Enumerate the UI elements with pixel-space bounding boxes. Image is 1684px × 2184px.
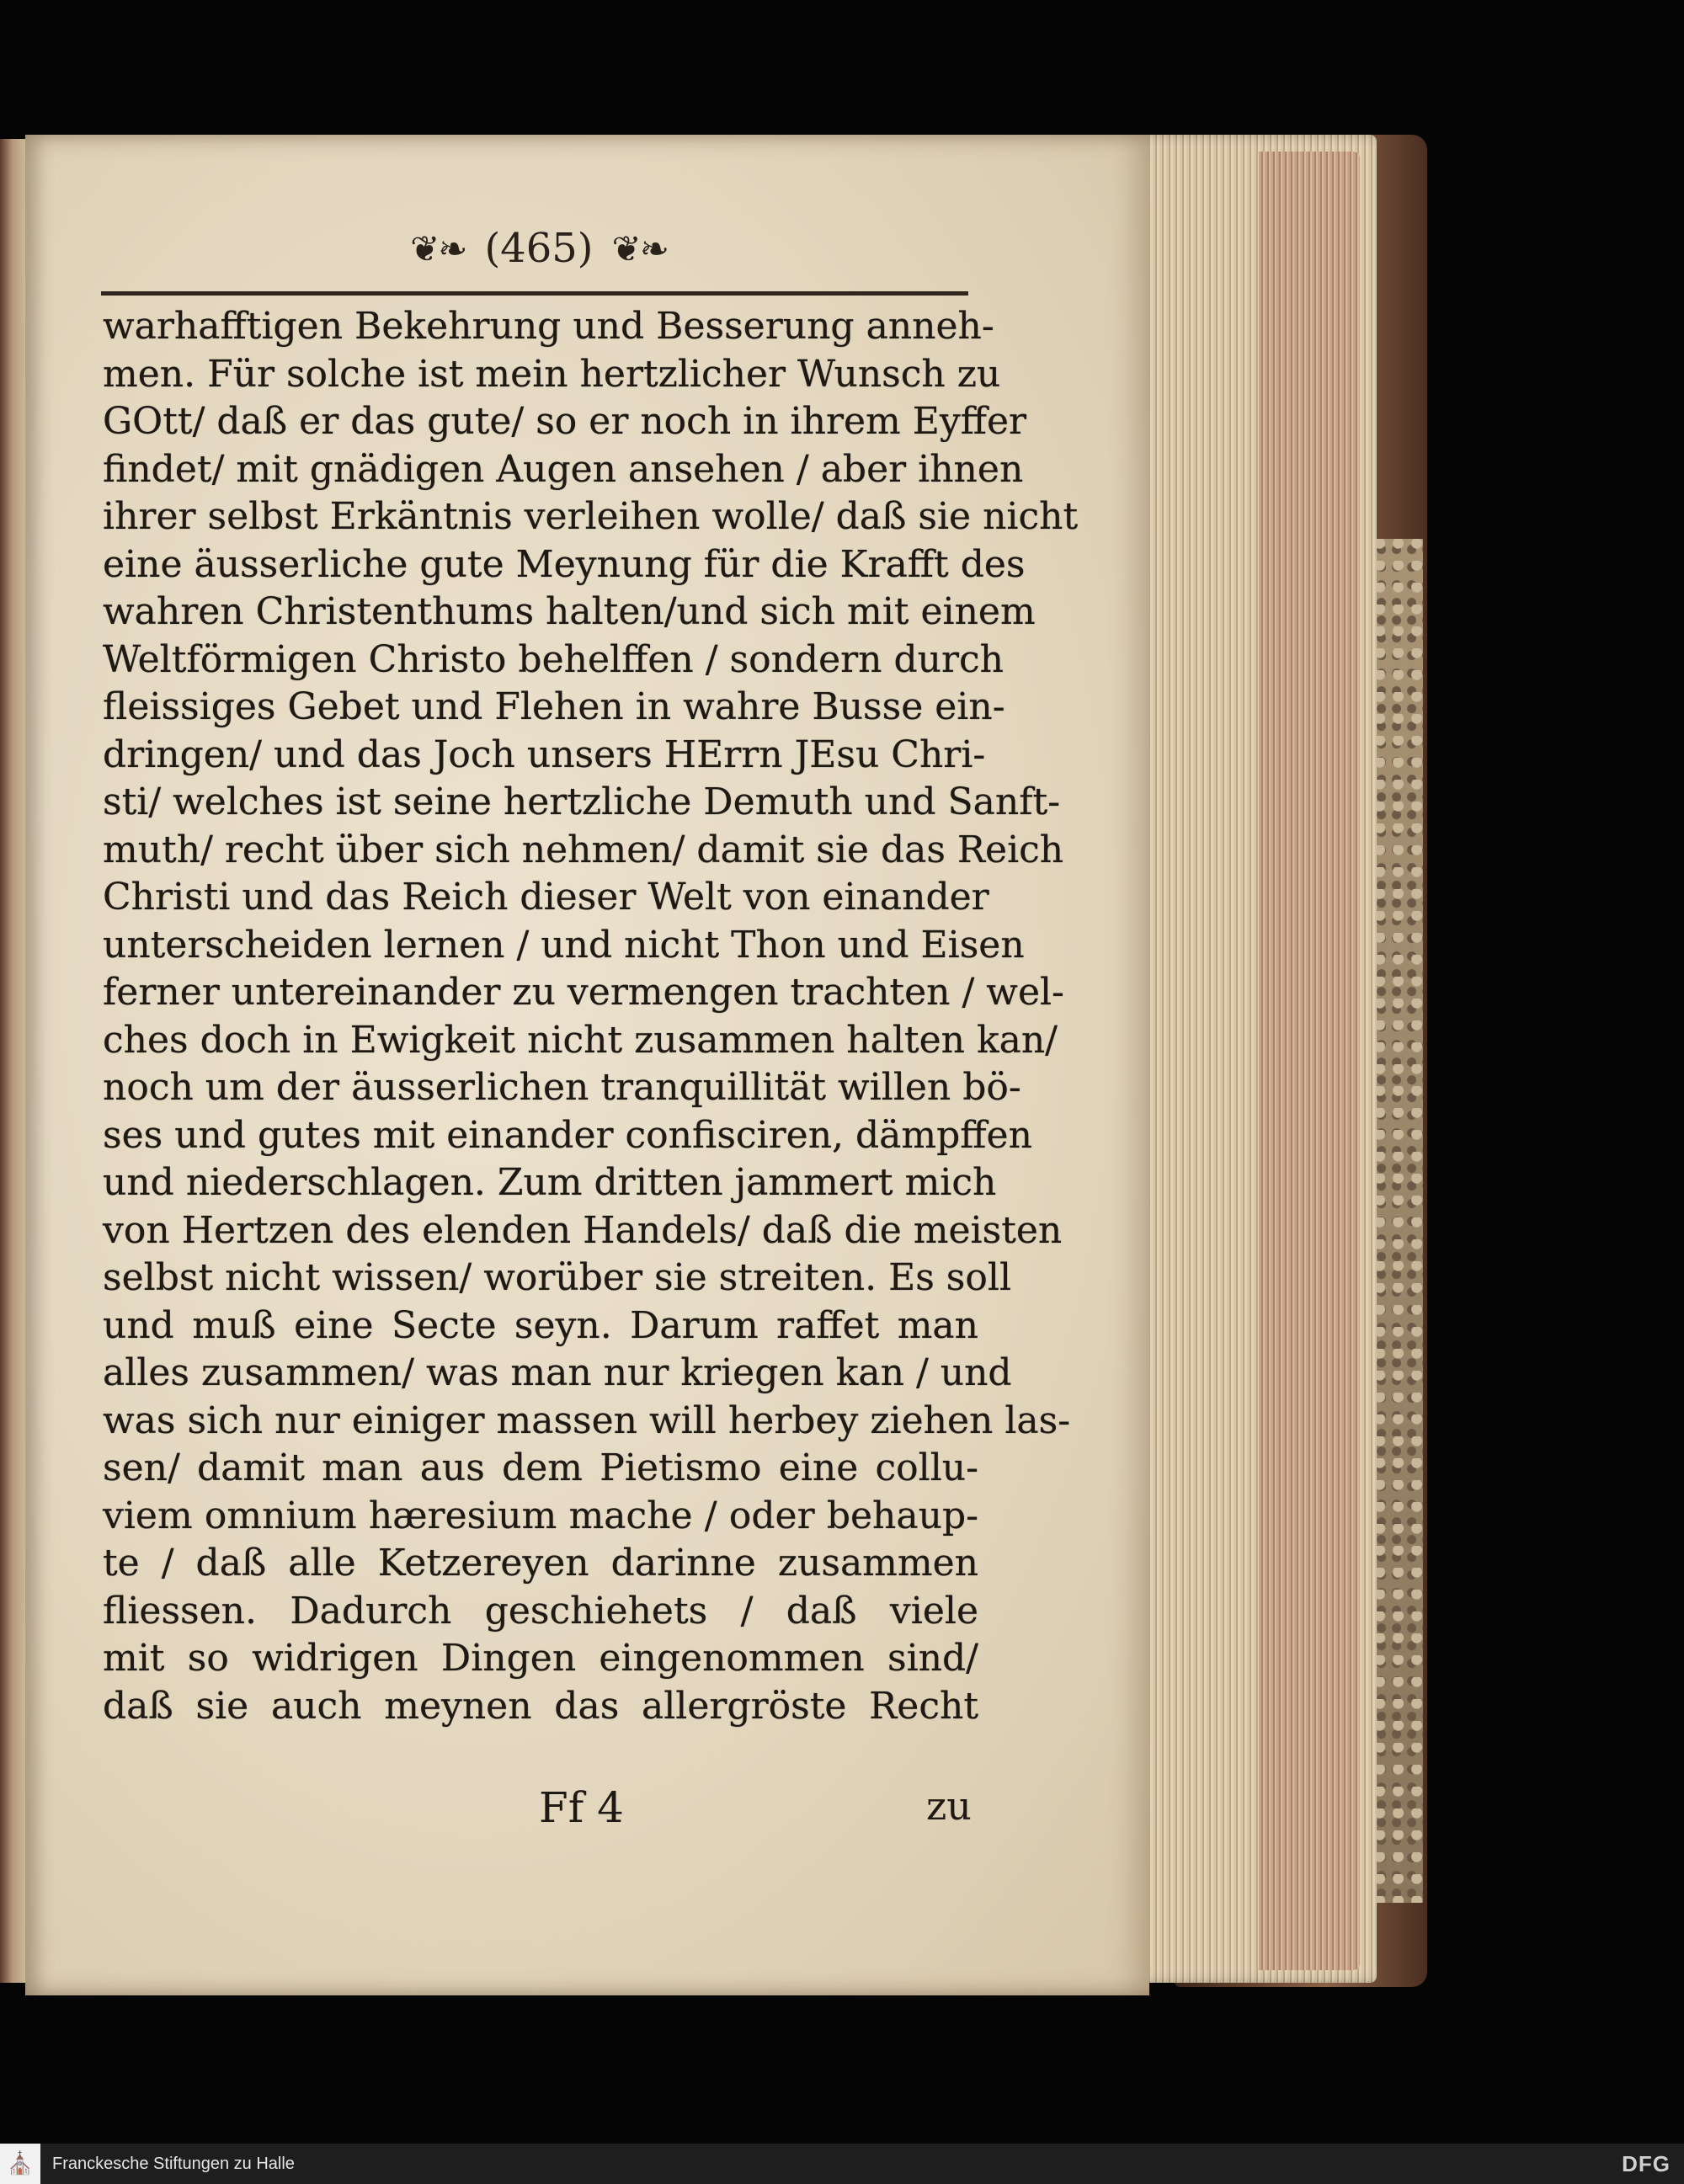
ornament-right-icon: ❦❧ bbox=[611, 227, 668, 269]
text-line: ihrer selbst Erkäntnis verleihen wolle/ daß sie nicht bbox=[103, 495, 1079, 538]
text-line: viem omnium hæresium mache / oder behaup- bbox=[103, 1494, 978, 1537]
text-line: wahren Christenthums halten/und sich mit einem bbox=[103, 590, 1036, 633]
page-header bbox=[370, 223, 707, 274]
text-line: findet/ mit gnädigen Augen ansehen / aber ihnen bbox=[103, 447, 1024, 491]
dfg-logo[interactable]: DFG bbox=[1622, 2150, 1671, 2176]
page-number: (465) bbox=[484, 225, 594, 272]
viewer-footer bbox=[0, 2144, 1684, 2184]
text-line: unterscheiden lernen / und nicht Thon und Eisen bbox=[103, 923, 1025, 967]
body-text bbox=[103, 303, 1079, 1730]
text-line: sen/ damit man aus dem Pietismo eine collu- bbox=[103, 1446, 978, 1489]
text-line: selbst nicht wissen/ worüber sie streiten. Es soll bbox=[103, 1256, 1012, 1299]
franckesche-logo-icon: ⛪ bbox=[6, 2151, 35, 2176]
text-line: Weltförmigen Christo behelffen / sondern durch bbox=[103, 637, 1004, 681]
text-line: te / daß alle Ketzereyen darinne zusammen bbox=[103, 1542, 978, 1585]
text-line: sti/ welches ist seine hertzliche Demuth und Sanft- bbox=[103, 780, 1061, 823]
text-line: fleissiges Gebet und Flehen in wahre Busse ein- bbox=[103, 685, 1005, 728]
text-line: und niederschlagen. Zum dritten jammert mich bbox=[103, 1161, 997, 1204]
text-line: und muß eine Secte seyn. Darum raffet man bbox=[103, 1303, 978, 1347]
text-line: men. Für solche ist mein hertzlicher Wunsch zu bbox=[103, 352, 1001, 396]
header-rule bbox=[101, 291, 968, 296]
text-line: ches doch in Ewigkeit nicht zusammen halten kan/ bbox=[103, 1018, 1058, 1062]
text-line: GOtt/ daß er das gute/ so er noch in ihrem Eyffer bbox=[103, 400, 1027, 443]
text-line: Christi und das Reich dieser Welt von einander bbox=[103, 876, 989, 919]
text-line: ferner untereinander zu vermengen trachten / wel- bbox=[103, 971, 1064, 1014]
text-line: noch um der äusserlichen tranquillität willen bö- bbox=[103, 1066, 1021, 1109]
institution-logo[interactable] bbox=[0, 2144, 40, 2184]
text-line: fliessen. Dadurch geschiehets / daß viele bbox=[103, 1589, 978, 1633]
text-line: ses und gutes mit einander confisciren, dämpffen bbox=[103, 1113, 1032, 1157]
page-edges bbox=[1132, 135, 1377, 1983]
institution-name: Franckesche Stiftungen zu Halle bbox=[52, 2154, 295, 2173]
ornament-left-icon: ❦❧ bbox=[410, 227, 466, 269]
text-line: warhafftigen Bekehrung und Besserung anneh- bbox=[103, 305, 994, 348]
text-line: mit so widrigen Dingen eingenommen sind/ bbox=[103, 1637, 978, 1680]
text-line: was sich nur einiger massen will herbey ziehen las- bbox=[103, 1398, 1071, 1442]
text-line: daß sie auch meynen das allergröste Recht bbox=[103, 1684, 978, 1728]
text-line: eine äusserliche gute Meynung für die Krafft des bbox=[103, 542, 1026, 586]
text-line: dringen/ und das Joch unsers HErrn JEsu Chri- bbox=[103, 732, 986, 776]
text-line: von Hertzen des elenden Handels/ daß die meisten bbox=[103, 1208, 1063, 1252]
text-line: alles zusammen/ was man nur kriegen kan / und bbox=[103, 1351, 1012, 1394]
signature-mark: Ff 4 bbox=[539, 1783, 624, 1832]
text-line: muth/ recht über sich nehmen/ damit sie das Reich bbox=[103, 828, 1064, 871]
catchword: zu bbox=[926, 1783, 972, 1829]
